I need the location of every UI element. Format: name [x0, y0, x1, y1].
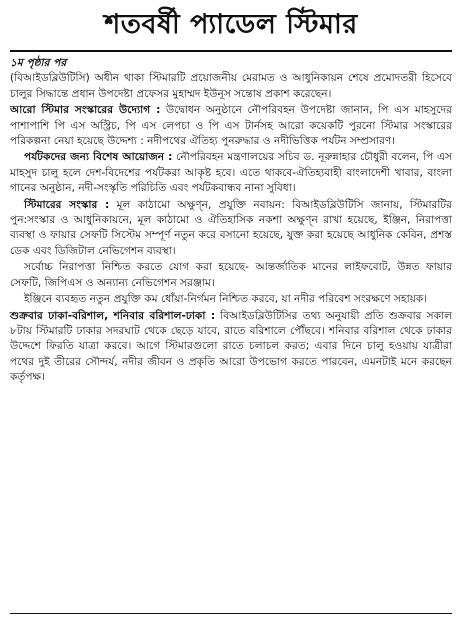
- paragraph-text: মূল কাঠামো অক্ষুণ্ন, প্রযুক্তি নবায়ন: বিআইডব্লিউটিসি জানায়, স্টিমারটির পুন:সংস্কার ও আধুনিকায়নে, মূল কাঠামো ও ঐতিহাসিক নকশা অক্ষুণ্ন রাখা হয়েছে, ইঞ্জিন, নিরাপত্তা ব্যবস্থা ও ফায়ার সেফটি সিস্টেম সম্পূর্ণ নতুন করে বসানো হয়েছে, যুক্ত করা হয়েছে আধুনিক কেবিন, প্রশস্ত ডেক এবং ডিজিটাল নেভিগেশন ব্যবস্থা।: [10, 198, 453, 257]
- paragraph-text: উদ্বোধন অনুষ্ঠানে নৌপরিবহন উপদেষ্টা জানান, পি এস মাহসুদের পাশাপাশি পি এস অস্ট্রিচ, পি এস লেপচা ও পি এস টার্নসহ আরো কয়েকটি পুরনো স্টিমার সংস্কারের পরিকল্পনা নেয়া হয়েছে উদ্দেশ্য : নদীপথের ঐতিহ্য পুনরুদ্ধার ও নদীভিত্তিক পর্যটন সম্প্রসারণ।: [10, 104, 453, 148]
- paragraph-text: সর্বোচ্চ নিরাপত্তা নিশ্চিত করতে যোগ করা হয়েছে- আন্তর্জাতিক মানের লাইফবোট, উন্নত ফায়ার সেফটি, জিপিএস ও অন্যান্য নেভিগেশন সরঞ্জাম।: [10, 261, 452, 289]
- article-paragraph-5: [10, 260, 452, 291]
- article-body: [10, 56, 452, 387]
- paragraph-lead: শুক্রবার ঢাকা-বরিশাল, শনিবার বরিশাল-ঢাকা :: [10, 309, 216, 322]
- paragraph-lead: আরো স্টিমার সংস্কারের উদ্যোগ :: [10, 104, 161, 117]
- article-paragraph-7: [10, 309, 452, 386]
- paragraph-text: ইঞ্জিনে ব্যবহৃত নতুন প্রযুক্তি কম ধোঁয়া-নির্গমন নিশ্চিত করবে, যা নদীর পরিবেশ সংরক্ষণে সহায়ক।: [24, 293, 428, 306]
- continued-from-label: ১ম পৃষ্ঠার পর: [10, 57, 67, 69]
- headline-rule: [10, 50, 452, 52]
- article-paragraph-6: [10, 292, 452, 307]
- article-paragraph-4: [10, 198, 452, 260]
- article-paragraph-3: [10, 150, 452, 196]
- article-paragraph-2: [10, 103, 452, 149]
- article-paragraph-1: [10, 56, 452, 102]
- bottom-rule: [10, 613, 452, 614]
- paragraph-text: বিআইডব্লিউটিসির তথ্য অনুযায়ী প্রতি শুক্রবার সকাল ৮টায় স্টিমারটি ঢাকার সদরঘাট থেকে ছেড়ে যাবে, রাতে বরিশালে পৌঁছবে। শনিবার বরিশাল থেকে ঢাকার উদ্দেশে ফিরতি যাত্রা করবে। আগে স্টিমারগুলো রাতে চলাচল করত; এবার দিনে চালু হওয়ায় যাত্রীরা পথের দুই তীরের সৌন্দর্য, নদীর জীবন ও প্রকৃতি আরো উপভোগ করতে পারবেন, এমনটাই মনে করছেন কর্তৃপক্ষ।: [10, 309, 452, 384]
- paragraph-text: নৌপরিবহন মন্ত্রণালয়ের সচিব ড. নূরুন্নাহার চৌধুরী বলেন, পি এস মাহসুদ চালু হলে দেশ-বিদেশের পর্যটকরা আকৃষ্ট হবে। এতে থাকবে-ঐতিহ্যবাহী বাংলাদেশী খাবার, বাংলা গানের অনুষ্ঠান, নদী-সংস্কৃতি পরিচিতি এবং পর্যটকবান্ধব নানা সুবিধা।: [10, 151, 452, 195]
- paragraph-lead: পর্যটকদের জন্য বিশেষ আয়োজন :: [24, 151, 173, 164]
- paragraph-text: (বিআইডব্লিউটিসি) অধীন থাকা স্টিমারটি প্রয়োজনীয় মেরামত ও আধুনিকায়ন শেষে প্রমোদতরী হিসেবে চালুর সিদ্ধান্তে প্রধান উপদেষ্টা প্রফেসর মুহাম্মদ ইউনূস সন্তোষ প্রকাশ করেছেন।: [10, 72, 452, 100]
- headline: শতবর্ষী প্যাডেল স্টিমার: [104, 9, 358, 40]
- paragraph-lead: স্টিমারের সংস্কার :: [24, 198, 110, 211]
